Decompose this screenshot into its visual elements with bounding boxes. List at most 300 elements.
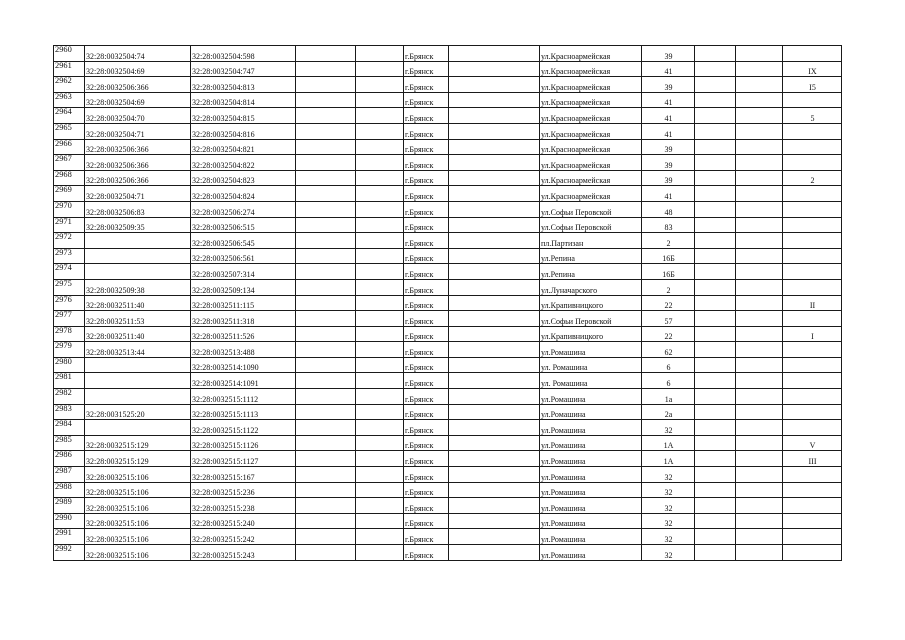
premises-number: V bbox=[783, 435, 842, 451]
cadastral-number-object: 32:28:0032515:236 bbox=[191, 482, 296, 498]
city-name: г.Брянск bbox=[404, 342, 449, 358]
table-row bbox=[54, 201, 842, 217]
empty-cell bbox=[296, 482, 356, 498]
empty-cell bbox=[449, 248, 540, 264]
table-row bbox=[54, 264, 842, 280]
street-name: ул.Красноармейская bbox=[540, 170, 642, 186]
house-number: 32 bbox=[642, 498, 695, 514]
cadastral-number-parcel bbox=[85, 357, 191, 373]
city-name: г.Брянск bbox=[404, 498, 449, 514]
empty-cell bbox=[449, 279, 540, 295]
empty-cell bbox=[695, 420, 736, 436]
cadastral-number-parcel bbox=[85, 389, 191, 405]
house-number: 32 bbox=[642, 420, 695, 436]
premises-number bbox=[783, 513, 842, 529]
city-name: г.Брянск bbox=[404, 435, 449, 451]
empty-cell bbox=[296, 545, 356, 561]
cadastral-number-parcel: 32:28:0032515:129 bbox=[85, 435, 191, 451]
row-number: 2972 bbox=[54, 233, 85, 249]
empty-cell bbox=[449, 108, 540, 124]
empty-cell bbox=[736, 279, 783, 295]
city-name: г.Брянск bbox=[404, 123, 449, 139]
empty-cell bbox=[296, 404, 356, 420]
street-name: ул.Красноармейская bbox=[540, 108, 642, 124]
empty-cell bbox=[736, 467, 783, 483]
row-number: 2982 bbox=[54, 389, 85, 405]
house-number: 16Б bbox=[642, 248, 695, 264]
table-row bbox=[54, 389, 842, 405]
table-row bbox=[54, 513, 842, 529]
empty-cell bbox=[356, 295, 404, 311]
row-number: 2983 bbox=[54, 404, 85, 420]
empty-cell bbox=[736, 186, 783, 202]
house-number: 62 bbox=[642, 342, 695, 358]
empty-cell bbox=[736, 248, 783, 264]
house-number: 39 bbox=[642, 77, 695, 93]
row-number: 2976 bbox=[54, 295, 85, 311]
registry-table bbox=[53, 45, 842, 561]
empty-cell bbox=[736, 155, 783, 171]
cadastral-number-parcel: 32:28:0032506:366 bbox=[85, 77, 191, 93]
empty-cell bbox=[296, 186, 356, 202]
premises-number bbox=[783, 139, 842, 155]
empty-cell bbox=[695, 233, 736, 249]
premises-number bbox=[783, 201, 842, 217]
empty-cell bbox=[296, 170, 356, 186]
empty-cell bbox=[695, 123, 736, 139]
empty-cell bbox=[695, 357, 736, 373]
empty-cell bbox=[449, 264, 540, 280]
street-name: ул.Ромашина bbox=[540, 404, 642, 420]
empty-cell bbox=[449, 201, 540, 217]
empty-cell bbox=[736, 46, 783, 62]
empty-cell bbox=[296, 77, 356, 93]
city-name: г.Брянск bbox=[404, 311, 449, 327]
row-number: 2977 bbox=[54, 311, 85, 327]
empty-cell bbox=[736, 264, 783, 280]
row-number: 2961 bbox=[54, 61, 85, 77]
city-name: г.Брянск bbox=[404, 155, 449, 171]
row-number: 2968 bbox=[54, 170, 85, 186]
empty-cell bbox=[296, 326, 356, 342]
empty-cell bbox=[296, 279, 356, 295]
premises-number bbox=[783, 342, 842, 358]
street-name: ул.Ромашина bbox=[540, 420, 642, 436]
street-name: ул.Красноармейская bbox=[540, 186, 642, 202]
empty-cell bbox=[695, 155, 736, 171]
empty-cell bbox=[736, 139, 783, 155]
house-number: 32 bbox=[642, 482, 695, 498]
cadastral-number-object: 32:28:0032504:814 bbox=[191, 92, 296, 108]
empty-cell bbox=[449, 326, 540, 342]
cadastral-number-parcel: 32:28:0032504:71 bbox=[85, 186, 191, 202]
cadastral-number-parcel: 32:28:0032515:129 bbox=[85, 451, 191, 467]
empty-cell bbox=[695, 451, 736, 467]
row-number: 2978 bbox=[54, 326, 85, 342]
cadastral-number-parcel: 32:28:0032506:83 bbox=[85, 201, 191, 217]
row-number: 2967 bbox=[54, 155, 85, 171]
house-number: 83 bbox=[642, 217, 695, 233]
row-number: 2962 bbox=[54, 77, 85, 93]
city-name: г.Брянск bbox=[404, 404, 449, 420]
premises-number bbox=[783, 404, 842, 420]
empty-cell bbox=[296, 46, 356, 62]
table-row bbox=[54, 46, 842, 62]
empty-cell bbox=[736, 451, 783, 467]
cadastral-number-object: 32:28:0032515:243 bbox=[191, 545, 296, 561]
empty-cell bbox=[296, 92, 356, 108]
city-name: г.Брянск bbox=[404, 77, 449, 93]
house-number: 39 bbox=[642, 139, 695, 155]
empty-cell bbox=[296, 420, 356, 436]
street-name: ул.Ромашина bbox=[540, 389, 642, 405]
empty-cell bbox=[356, 170, 404, 186]
empty-cell bbox=[296, 435, 356, 451]
city-name: г.Брянск bbox=[404, 217, 449, 233]
cadastral-number-object: 32:28:0032506:274 bbox=[191, 201, 296, 217]
table-row bbox=[54, 326, 842, 342]
empty-cell bbox=[695, 467, 736, 483]
table-row bbox=[54, 295, 842, 311]
street-name: ул.Красноармейская bbox=[540, 46, 642, 62]
row-number: 2963 bbox=[54, 92, 85, 108]
house-number: 22 bbox=[642, 326, 695, 342]
empty-cell bbox=[736, 108, 783, 124]
premises-number bbox=[783, 186, 842, 202]
row-number: 2987 bbox=[54, 467, 85, 483]
premises-number bbox=[783, 373, 842, 389]
house-number: 41 bbox=[642, 92, 695, 108]
street-name: ул.Красноармейская bbox=[540, 123, 642, 139]
house-number: 2 bbox=[642, 279, 695, 295]
table-row bbox=[54, 357, 842, 373]
empty-cell bbox=[356, 279, 404, 295]
row-number: 2990 bbox=[54, 513, 85, 529]
row-number: 2970 bbox=[54, 201, 85, 217]
table-row bbox=[54, 498, 842, 514]
premises-number bbox=[783, 46, 842, 62]
street-name: ул.Репина bbox=[540, 248, 642, 264]
row-number: 2966 bbox=[54, 139, 85, 155]
empty-cell bbox=[356, 389, 404, 405]
premises-number bbox=[783, 123, 842, 139]
cadastral-number-object: 32:28:0032515:1122 bbox=[191, 420, 296, 436]
street-name: ул.Крапивницкого bbox=[540, 326, 642, 342]
empty-cell bbox=[695, 77, 736, 93]
empty-cell bbox=[296, 529, 356, 545]
house-number: 41 bbox=[642, 108, 695, 124]
registry-body bbox=[54, 46, 842, 561]
house-number: 1А bbox=[642, 451, 695, 467]
empty-cell bbox=[449, 467, 540, 483]
table-row bbox=[54, 170, 842, 186]
empty-cell bbox=[695, 170, 736, 186]
cadastral-number-object: 32:28:0032504:747 bbox=[191, 61, 296, 77]
premises-number bbox=[783, 389, 842, 405]
row-number: 2960 bbox=[54, 46, 85, 62]
premises-number: I bbox=[783, 326, 842, 342]
table-row bbox=[54, 404, 842, 420]
premises-number bbox=[783, 217, 842, 233]
cadastral-number-object: 32:28:0032515:1112 bbox=[191, 389, 296, 405]
house-number: 1а bbox=[642, 389, 695, 405]
street-name: ул.Ромашина bbox=[540, 451, 642, 467]
empty-cell bbox=[296, 389, 356, 405]
premises-number bbox=[783, 155, 842, 171]
empty-cell bbox=[449, 529, 540, 545]
table-row bbox=[54, 342, 842, 358]
empty-cell bbox=[736, 498, 783, 514]
empty-cell bbox=[449, 170, 540, 186]
empty-cell bbox=[449, 61, 540, 77]
empty-cell bbox=[736, 92, 783, 108]
cadastral-number-parcel: 32:28:0032506:366 bbox=[85, 155, 191, 171]
house-number: 2а bbox=[642, 404, 695, 420]
cadastral-number-parcel bbox=[85, 420, 191, 436]
empty-cell bbox=[449, 139, 540, 155]
premises-number bbox=[783, 233, 842, 249]
empty-cell bbox=[695, 342, 736, 358]
row-number: 2969 bbox=[54, 186, 85, 202]
city-name: г.Брянск bbox=[404, 92, 449, 108]
empty-cell bbox=[695, 139, 736, 155]
row-number: 2981 bbox=[54, 373, 85, 389]
empty-cell bbox=[736, 482, 783, 498]
empty-cell bbox=[356, 357, 404, 373]
city-name: г.Брянск bbox=[404, 108, 449, 124]
empty-cell bbox=[296, 155, 356, 171]
empty-cell bbox=[449, 123, 540, 139]
empty-cell bbox=[449, 186, 540, 202]
cadastral-number-object: 32:28:0032515:1126 bbox=[191, 435, 296, 451]
cadastral-number-parcel: 32:28:0032511:53 bbox=[85, 311, 191, 327]
empty-cell bbox=[695, 404, 736, 420]
table-row bbox=[54, 435, 842, 451]
house-number: 41 bbox=[642, 186, 695, 202]
empty-cell bbox=[356, 326, 404, 342]
cadastral-number-object: 32:28:0032504:598 bbox=[191, 46, 296, 62]
cadastral-number-parcel: 32:28:0032515:106 bbox=[85, 482, 191, 498]
table-row bbox=[54, 92, 842, 108]
house-number: 22 bbox=[642, 295, 695, 311]
empty-cell bbox=[449, 311, 540, 327]
street-name: ул.Софьи Перовской bbox=[540, 311, 642, 327]
empty-cell bbox=[695, 108, 736, 124]
cadastral-number-parcel: 32:28:0032515:106 bbox=[85, 529, 191, 545]
empty-cell bbox=[449, 389, 540, 405]
empty-cell bbox=[449, 420, 540, 436]
empty-cell bbox=[296, 451, 356, 467]
empty-cell bbox=[296, 357, 356, 373]
empty-cell bbox=[736, 404, 783, 420]
empty-cell bbox=[695, 248, 736, 264]
empty-cell bbox=[695, 311, 736, 327]
row-number: 2985 bbox=[54, 435, 85, 451]
empty-cell bbox=[356, 92, 404, 108]
cadastral-number-parcel: 32:28:0031525:20 bbox=[85, 404, 191, 420]
empty-cell bbox=[296, 295, 356, 311]
table-row bbox=[54, 108, 842, 124]
cadastral-number-parcel: 32:28:0032504:69 bbox=[85, 61, 191, 77]
street-name: ул.Ромашина bbox=[540, 342, 642, 358]
premises-number bbox=[783, 420, 842, 436]
cadastral-number-parcel: 32:28:0032506:366 bbox=[85, 139, 191, 155]
empty-cell bbox=[356, 451, 404, 467]
premises-number bbox=[783, 467, 842, 483]
empty-cell bbox=[356, 46, 404, 62]
house-number: 6 bbox=[642, 373, 695, 389]
table-row bbox=[54, 311, 842, 327]
city-name: г.Брянск bbox=[404, 233, 449, 249]
empty-cell bbox=[736, 77, 783, 93]
cadastral-number-parcel: 32:28:0032504:74 bbox=[85, 46, 191, 62]
street-name: ул.Красноармейская bbox=[540, 155, 642, 171]
house-number: 39 bbox=[642, 155, 695, 171]
city-name: г.Брянск bbox=[404, 186, 449, 202]
table-row bbox=[54, 217, 842, 233]
empty-cell bbox=[736, 217, 783, 233]
street-name: ул. Ромашина bbox=[540, 373, 642, 389]
city-name: г.Брянск bbox=[404, 46, 449, 62]
row-number: 2984 bbox=[54, 420, 85, 436]
street-name: ул.Ромашина bbox=[540, 482, 642, 498]
empty-cell bbox=[296, 139, 356, 155]
cadastral-number-object: 32:28:0032515:167 bbox=[191, 467, 296, 483]
city-name: г.Брянск bbox=[404, 357, 449, 373]
table-row bbox=[54, 61, 842, 77]
house-number: 57 bbox=[642, 311, 695, 327]
cadastral-number-parcel bbox=[85, 373, 191, 389]
empty-cell bbox=[449, 357, 540, 373]
table-row bbox=[54, 373, 842, 389]
cadastral-number-parcel: 32:28:0032506:366 bbox=[85, 170, 191, 186]
city-name: г.Брянск bbox=[404, 170, 449, 186]
row-number: 2965 bbox=[54, 123, 85, 139]
table-row bbox=[54, 139, 842, 155]
cadastral-number-object: 32:28:0032504:813 bbox=[191, 77, 296, 93]
empty-cell bbox=[449, 404, 540, 420]
empty-cell bbox=[356, 545, 404, 561]
empty-cell bbox=[736, 357, 783, 373]
cadastral-number-parcel: 32:28:0032513:44 bbox=[85, 342, 191, 358]
row-number: 2992 bbox=[54, 545, 85, 561]
cadastral-number-parcel: 32:28:0032511:40 bbox=[85, 326, 191, 342]
city-name: г.Брянск bbox=[404, 201, 449, 217]
row-number: 2975 bbox=[54, 279, 85, 295]
empty-cell bbox=[736, 201, 783, 217]
city-name: г.Брянск bbox=[404, 420, 449, 436]
empty-cell bbox=[736, 233, 783, 249]
row-number: 2986 bbox=[54, 451, 85, 467]
empty-cell bbox=[695, 264, 736, 280]
empty-cell bbox=[695, 498, 736, 514]
cadastral-number-object: 32:28:0032511:318 bbox=[191, 311, 296, 327]
empty-cell bbox=[736, 342, 783, 358]
house-number: 32 bbox=[642, 545, 695, 561]
empty-cell bbox=[695, 529, 736, 545]
empty-cell bbox=[695, 482, 736, 498]
house-number: 48 bbox=[642, 201, 695, 217]
empty-cell bbox=[356, 435, 404, 451]
city-name: г.Брянск bbox=[404, 482, 449, 498]
empty-cell bbox=[356, 311, 404, 327]
empty-cell bbox=[736, 435, 783, 451]
empty-cell bbox=[356, 529, 404, 545]
empty-cell bbox=[695, 201, 736, 217]
table-row bbox=[54, 545, 842, 561]
premises-number: 2 bbox=[783, 170, 842, 186]
street-name: ул.Софьи Перовской bbox=[540, 217, 642, 233]
cadastral-number-object: 32:28:0032511:115 bbox=[191, 295, 296, 311]
street-name: ул.Софьи Перовской bbox=[540, 201, 642, 217]
cadastral-number-parcel: 32:28:0032504:69 bbox=[85, 92, 191, 108]
street-name: пл.Партизан bbox=[540, 233, 642, 249]
empty-cell bbox=[736, 373, 783, 389]
premises-number: II bbox=[783, 295, 842, 311]
empty-cell bbox=[449, 373, 540, 389]
house-number: 39 bbox=[642, 46, 695, 62]
cadastral-number-object: 32:28:0032514:1090 bbox=[191, 357, 296, 373]
empty-cell bbox=[296, 467, 356, 483]
cadastral-number-parcel bbox=[85, 248, 191, 264]
house-number: 41 bbox=[642, 123, 695, 139]
empty-cell bbox=[695, 295, 736, 311]
cadastral-number-parcel: 32:28:0032504:71 bbox=[85, 123, 191, 139]
cadastral-number-parcel bbox=[85, 233, 191, 249]
empty-cell bbox=[736, 295, 783, 311]
cadastral-number-object: 32:28:0032506:561 bbox=[191, 248, 296, 264]
empty-cell bbox=[695, 389, 736, 405]
street-name: ул.Репина bbox=[540, 264, 642, 280]
empty-cell bbox=[356, 155, 404, 171]
row-number: 2971 bbox=[54, 217, 85, 233]
empty-cell bbox=[296, 311, 356, 327]
empty-cell bbox=[695, 435, 736, 451]
empty-cell bbox=[296, 342, 356, 358]
row-number: 2979 bbox=[54, 342, 85, 358]
house-number: 16Б bbox=[642, 264, 695, 280]
empty-cell bbox=[695, 373, 736, 389]
cadastral-number-object: 32:28:0032515:242 bbox=[191, 529, 296, 545]
empty-cell bbox=[356, 513, 404, 529]
premises-number: I5 bbox=[783, 77, 842, 93]
empty-cell bbox=[449, 482, 540, 498]
empty-cell bbox=[356, 217, 404, 233]
row-number: 2973 bbox=[54, 248, 85, 264]
empty-cell bbox=[695, 217, 736, 233]
cadastral-number-object: 32:28:0032504:824 bbox=[191, 186, 296, 202]
street-name: ул.Ромашина bbox=[540, 545, 642, 561]
cadastral-number-object: 32:28:0032509:134 bbox=[191, 279, 296, 295]
cadastral-number-object: 32:28:0032504:816 bbox=[191, 123, 296, 139]
row-number: 2991 bbox=[54, 529, 85, 545]
empty-cell bbox=[356, 373, 404, 389]
cadastral-number-parcel: 32:28:0032515:106 bbox=[85, 467, 191, 483]
empty-cell bbox=[736, 61, 783, 77]
table-row bbox=[54, 155, 842, 171]
street-name: ул.Ромашина bbox=[540, 467, 642, 483]
cadastral-number-parcel bbox=[85, 264, 191, 280]
table-row bbox=[54, 529, 842, 545]
empty-cell bbox=[296, 248, 356, 264]
street-name: ул.Красноармейская bbox=[540, 77, 642, 93]
street-name: ул.Ромашина bbox=[540, 498, 642, 514]
table-row bbox=[54, 467, 842, 483]
city-name: г.Брянск bbox=[404, 373, 449, 389]
empty-cell bbox=[736, 123, 783, 139]
city-name: г.Брянск bbox=[404, 513, 449, 529]
table-row bbox=[54, 279, 842, 295]
